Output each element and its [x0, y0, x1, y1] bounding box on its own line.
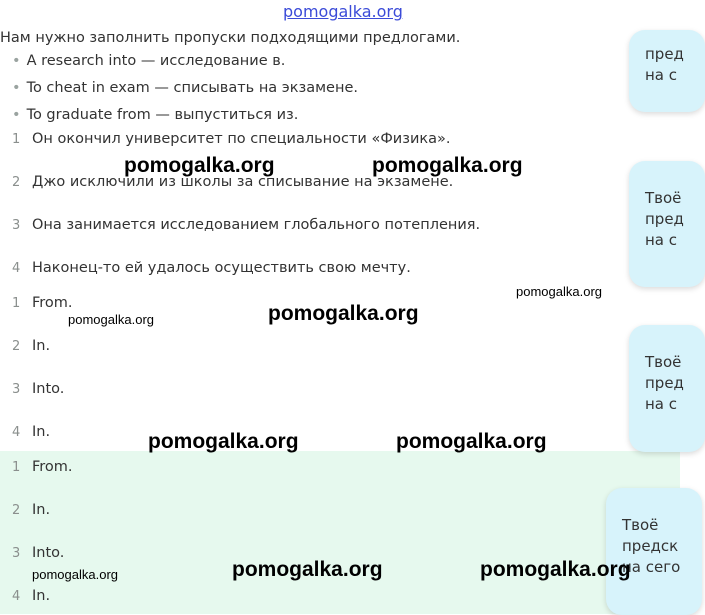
chat-bubble[interactable] — [629, 325, 705, 452]
sentence-text: Джо исключили из школы за списывание на экзамене. — [32, 174, 454, 190]
row-number: 1 — [12, 460, 21, 475]
watermark: pomogalka.org — [396, 430, 547, 453]
row-number: 4 — [12, 425, 21, 440]
bubble-line: пред — [645, 374, 684, 392]
row-number: 3 — [12, 382, 21, 397]
watermark: pomogalka.org — [268, 302, 419, 325]
sentence-text: Он окончил университет по специальности «Физика». — [32, 131, 451, 147]
sentence-text: Она занимается исследованием глобального потепления. — [32, 217, 481, 233]
watermark: pomogalka.org — [516, 284, 602, 299]
vocabulary-item: • A research into — исследование в. — [12, 52, 358, 79]
answer-row — [12, 381, 64, 397]
bubble-line: предск — [622, 537, 679, 555]
answer-text: From. — [32, 295, 73, 311]
row-number: 3 — [12, 218, 21, 233]
watermark: pomogalka.org — [148, 430, 299, 453]
bubble-line: на с — [645, 66, 678, 84]
bubble-line: на сего — [622, 558, 681, 576]
row-number: 1 — [12, 296, 21, 311]
answer-row-highlighted — [12, 588, 50, 604]
bubble-line: Твоё — [645, 353, 682, 371]
highlighted-answer-block — [0, 451, 680, 614]
chat-bubble[interactable] — [629, 30, 705, 112]
watermark: pomogalka.org — [32, 567, 118, 582]
sentence-text: Наконец-то ей удалось осуществить свою мечту. — [32, 260, 411, 276]
answer-row — [12, 338, 50, 354]
answer-text: In. — [32, 424, 51, 440]
answer-text: In. — [32, 588, 51, 604]
bubble-line: на с — [645, 231, 678, 249]
watermark: pomogalka.org — [124, 154, 275, 177]
answer-row-highlighted — [12, 459, 73, 475]
answer-text: From. — [32, 459, 73, 475]
vocabulary-item: • To cheat in exam — списывать на экзамене. — [12, 79, 358, 106]
bubble-line: пред — [645, 45, 684, 63]
bubble-line: на с — [645, 395, 678, 413]
bubble-line: Твоё — [622, 516, 659, 534]
answer-row-highlighted — [12, 545, 64, 561]
task-intro: Нам нужно заполнить пропуски подходящими предлогами. — [0, 30, 461, 46]
answer-text: In. — [32, 338, 51, 354]
sentence-row — [12, 260, 411, 276]
chat-bubble[interactable] — [606, 488, 702, 615]
watermark: pomogalka.org — [68, 312, 154, 327]
answer-text: In. — [32, 502, 51, 518]
vocabulary-item: • To graduate from — выпуститься из. — [12, 106, 358, 133]
answer-row — [12, 424, 50, 440]
bubble-line: пред — [645, 210, 684, 228]
row-number: 2 — [12, 175, 21, 190]
row-number: 2 — [12, 503, 21, 518]
bubble-line: Твоё — [645, 189, 682, 207]
watermark: pomogalka.org — [232, 558, 383, 581]
answer-row-highlighted — [12, 502, 50, 518]
row-number: 1 — [12, 132, 21, 147]
site-logo[interactable]: pomogalka.org — [283, 2, 403, 21]
row-number: 4 — [12, 589, 21, 604]
sentence-row — [12, 217, 480, 233]
answer-row — [12, 295, 73, 311]
vocabulary-list — [12, 52, 358, 133]
row-number: 2 — [12, 339, 21, 354]
watermark: pomogalka.org — [372, 154, 523, 177]
answer-text: Into. — [32, 545, 65, 561]
watermark: pomogalka.org — [480, 558, 631, 581]
sentence-row — [12, 131, 451, 147]
row-number: 4 — [12, 261, 21, 276]
row-number: 3 — [12, 546, 21, 561]
chat-bubble[interactable] — [629, 161, 705, 287]
answer-text: Into. — [32, 381, 65, 397]
